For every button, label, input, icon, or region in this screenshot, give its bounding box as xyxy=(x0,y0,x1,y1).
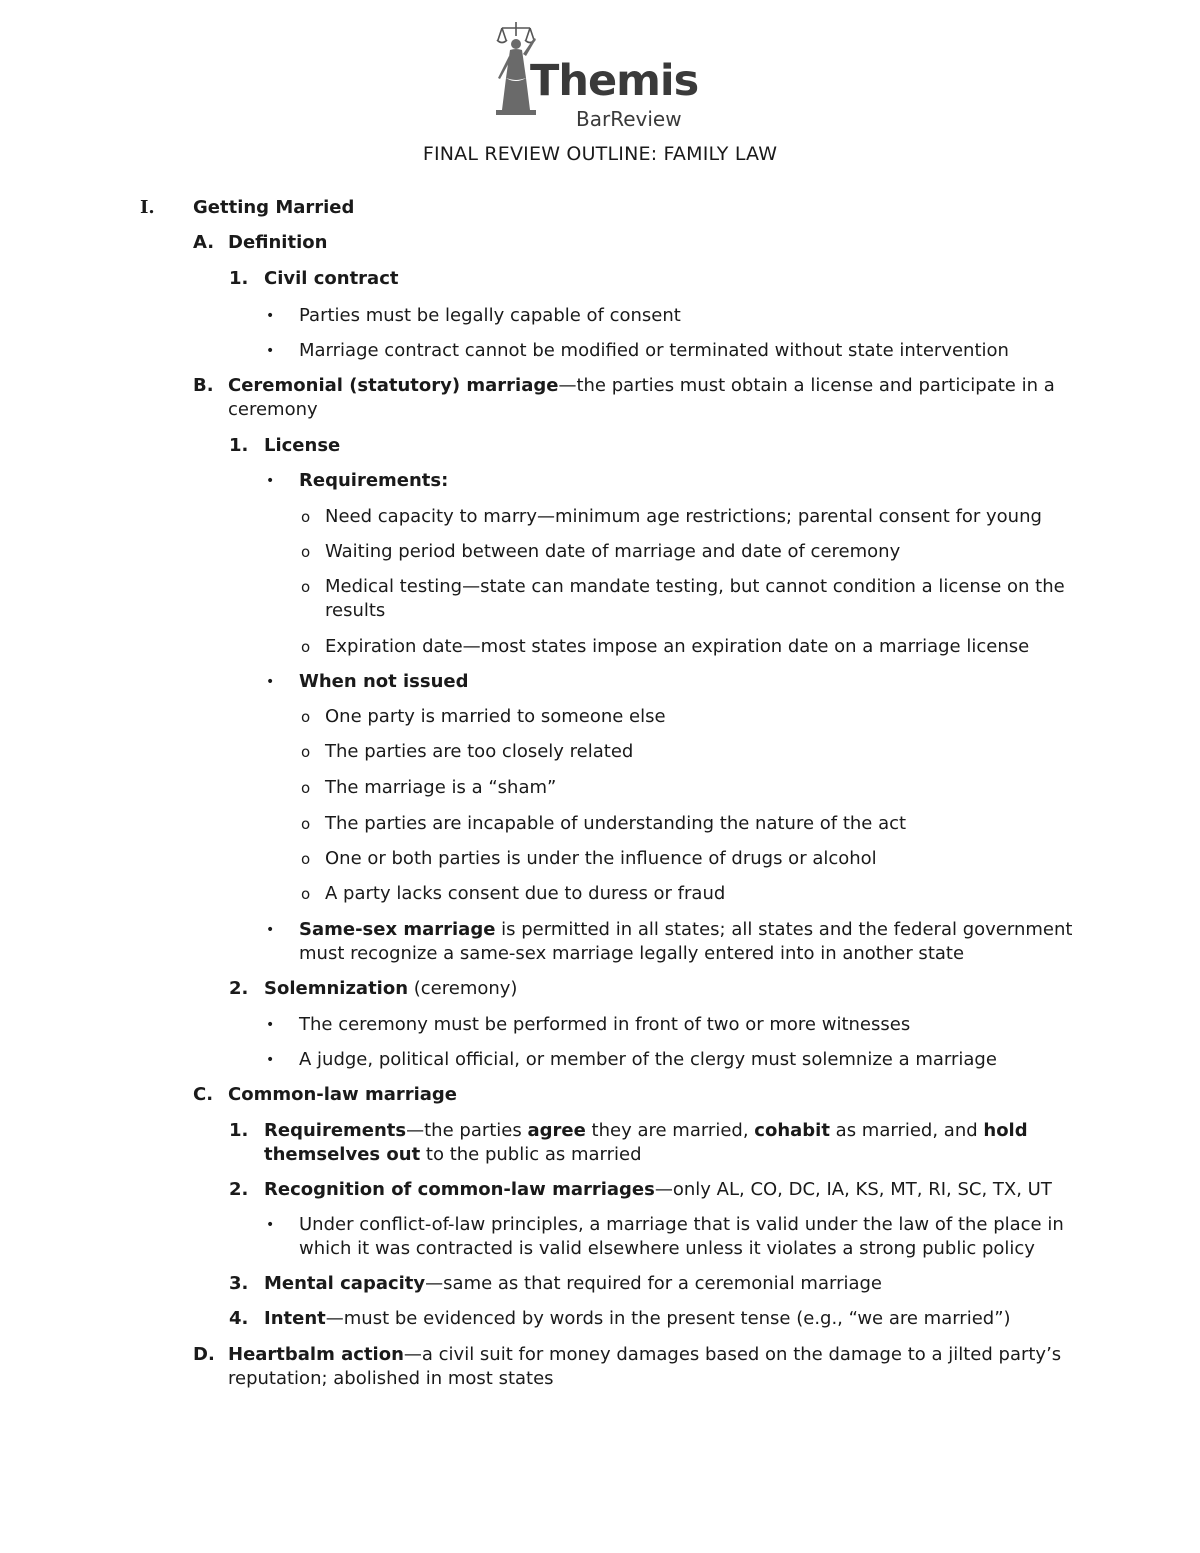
circle-bullet-icon: o xyxy=(301,708,311,726)
item-heading: Ceremonial (statutory) marriage xyxy=(228,375,559,396)
list-item: One or both parties is under the influence of drugs or alcohol xyxy=(325,848,877,869)
item-text: (ceremony) xyxy=(408,978,518,999)
bullet-icon: • xyxy=(266,1052,275,1068)
bullet-icon: • xyxy=(266,1017,275,1033)
item-text-line xyxy=(264,1272,882,1296)
circle-bullet-icon: o xyxy=(301,543,311,561)
circle-bullet-icon: o xyxy=(301,815,311,833)
list-item: Waiting period between date of marriage and date of ceremony xyxy=(325,541,901,562)
circle-bullet-icon: o xyxy=(301,885,311,903)
item-heading: Same-sex marriage xyxy=(299,919,496,940)
item-text: —the parties must obtain a license and participate in a xyxy=(558,375,1055,396)
item-text-line xyxy=(264,1119,1028,1143)
bullet-icon: • xyxy=(266,674,275,690)
item-number: 4. xyxy=(229,1308,249,1329)
item-heading: Solemnization xyxy=(264,978,409,999)
item-text-line xyxy=(264,1178,1052,1202)
bullet-icon: • xyxy=(266,922,275,938)
item-text-line xyxy=(228,374,1055,398)
list-item: Medical testing—state can mandate testing, but cannot condition a license on the xyxy=(325,576,1065,597)
logo-subtitle: BarReview xyxy=(576,107,682,131)
item-text: —same as that required for a ceremonial marriage xyxy=(425,1273,883,1294)
item-heading: License xyxy=(264,435,341,456)
item-text-line xyxy=(264,1307,1011,1331)
list-item: A judge, political official, or member of the clergy must solemnize a marriage xyxy=(299,1049,997,1070)
item-text-line xyxy=(264,977,517,1001)
list-item: The parties are too closely related xyxy=(325,741,634,762)
item-number: 1. xyxy=(229,435,249,456)
bullet-icon: • xyxy=(266,308,275,324)
item-text: —must be evidenced by words in the present tense (e.g., “we are married”) xyxy=(325,1308,1011,1329)
item-text: —a civil suit for money damages based on the damage to a jilted party’s xyxy=(403,1344,1062,1365)
item-text: is permitted in all states; all states and the federal government xyxy=(495,919,1073,940)
circle-bullet-icon: o xyxy=(301,578,311,596)
themis-logo xyxy=(490,18,720,131)
subheading: Requirements: xyxy=(299,470,449,491)
section-heading: Getting Married xyxy=(193,197,355,218)
item-number: 3. xyxy=(229,1273,249,1294)
item-number: A. xyxy=(193,232,215,253)
item-text: to the public as married xyxy=(420,1144,642,1165)
item-number: 2. xyxy=(229,1179,249,1200)
page-title: FINAL REVIEW OUTLINE: FAMILY LAW xyxy=(422,143,778,165)
list-item: One party is married to someone else xyxy=(325,706,666,727)
list-item-continued: which it was contracted is valid elsewhere unless it violates a strong public policy xyxy=(299,1238,1035,1259)
item-heading: Definition xyxy=(228,232,328,253)
logo-wordmark: Themis xyxy=(530,56,699,106)
item-text: ceremony xyxy=(228,399,318,420)
item-heading: Requirements xyxy=(264,1120,407,1141)
subheading: When not issued xyxy=(299,671,469,692)
item-text: as married, and xyxy=(829,1120,984,1141)
item-heading: Common-law marriage xyxy=(228,1084,458,1105)
circle-bullet-icon: o xyxy=(301,638,311,656)
list-item: Under conflict-of-law principles, a marriage that is valid under the law of the place in xyxy=(299,1214,1064,1235)
item-number: D. xyxy=(193,1344,215,1365)
list-item: The marriage is a “sham” xyxy=(325,777,557,798)
item-text-line xyxy=(228,1343,1061,1367)
item-heading: Civil contract xyxy=(264,268,399,289)
list-item: The parties are incapable of understanding the nature of the act xyxy=(325,813,907,834)
item-heading: Heartbalm action xyxy=(228,1344,404,1365)
list-item xyxy=(299,918,1072,942)
circle-bullet-icon: o xyxy=(301,779,311,797)
circle-bullet-icon: o xyxy=(301,508,311,526)
item-text: they are married, xyxy=(585,1120,755,1141)
item-text: —only AL, CO, DC, IA, KS, MT, RI, SC, TX, UT xyxy=(654,1179,1052,1200)
item-text: reputation; abolished in most states xyxy=(228,1368,554,1389)
list-item: Marriage contract cannot be modified or terminated without state intervention xyxy=(299,340,1009,361)
list-item: Need capacity to marry—minimum age restrictions; parental consent for young xyxy=(325,506,1042,527)
item-text-line xyxy=(264,1143,642,1167)
item-keyword: hold xyxy=(983,1120,1028,1141)
item-keyword: agree xyxy=(527,1120,586,1141)
circle-bullet-icon: o xyxy=(301,743,311,761)
bullet-icon: • xyxy=(266,343,275,359)
list-item: Expiration date—most states impose an expiration date on a marriage license xyxy=(325,636,1030,657)
item-keyword: cohabit xyxy=(754,1120,830,1141)
list-item: Parties must be legally capable of consent xyxy=(299,305,681,326)
circle-bullet-icon: o xyxy=(301,850,311,868)
item-heading: Intent xyxy=(264,1308,326,1329)
item-number: C. xyxy=(193,1084,214,1105)
item-number: 1. xyxy=(229,1120,249,1141)
item-keyword: themselves out xyxy=(264,1144,421,1165)
item-heading: Mental capacity xyxy=(264,1273,426,1294)
list-item-continued: must recognize a same-sex marriage legally entered into in another state xyxy=(299,943,965,964)
item-number: B. xyxy=(193,375,214,396)
list-item: A party lacks consent due to duress or fraud xyxy=(325,883,726,904)
section-number: I. xyxy=(140,197,155,218)
item-heading: Recognition of common-law marriages xyxy=(264,1179,655,1200)
list-item-continued: results xyxy=(325,600,386,621)
bullet-icon: • xyxy=(266,473,275,489)
bullet-icon: • xyxy=(266,1217,275,1233)
item-number: 2. xyxy=(229,978,249,999)
item-number: 1. xyxy=(229,268,249,289)
item-text: —the parties xyxy=(406,1120,528,1141)
list-item: The ceremony must be performed in front of two or more witnesses xyxy=(299,1014,911,1035)
